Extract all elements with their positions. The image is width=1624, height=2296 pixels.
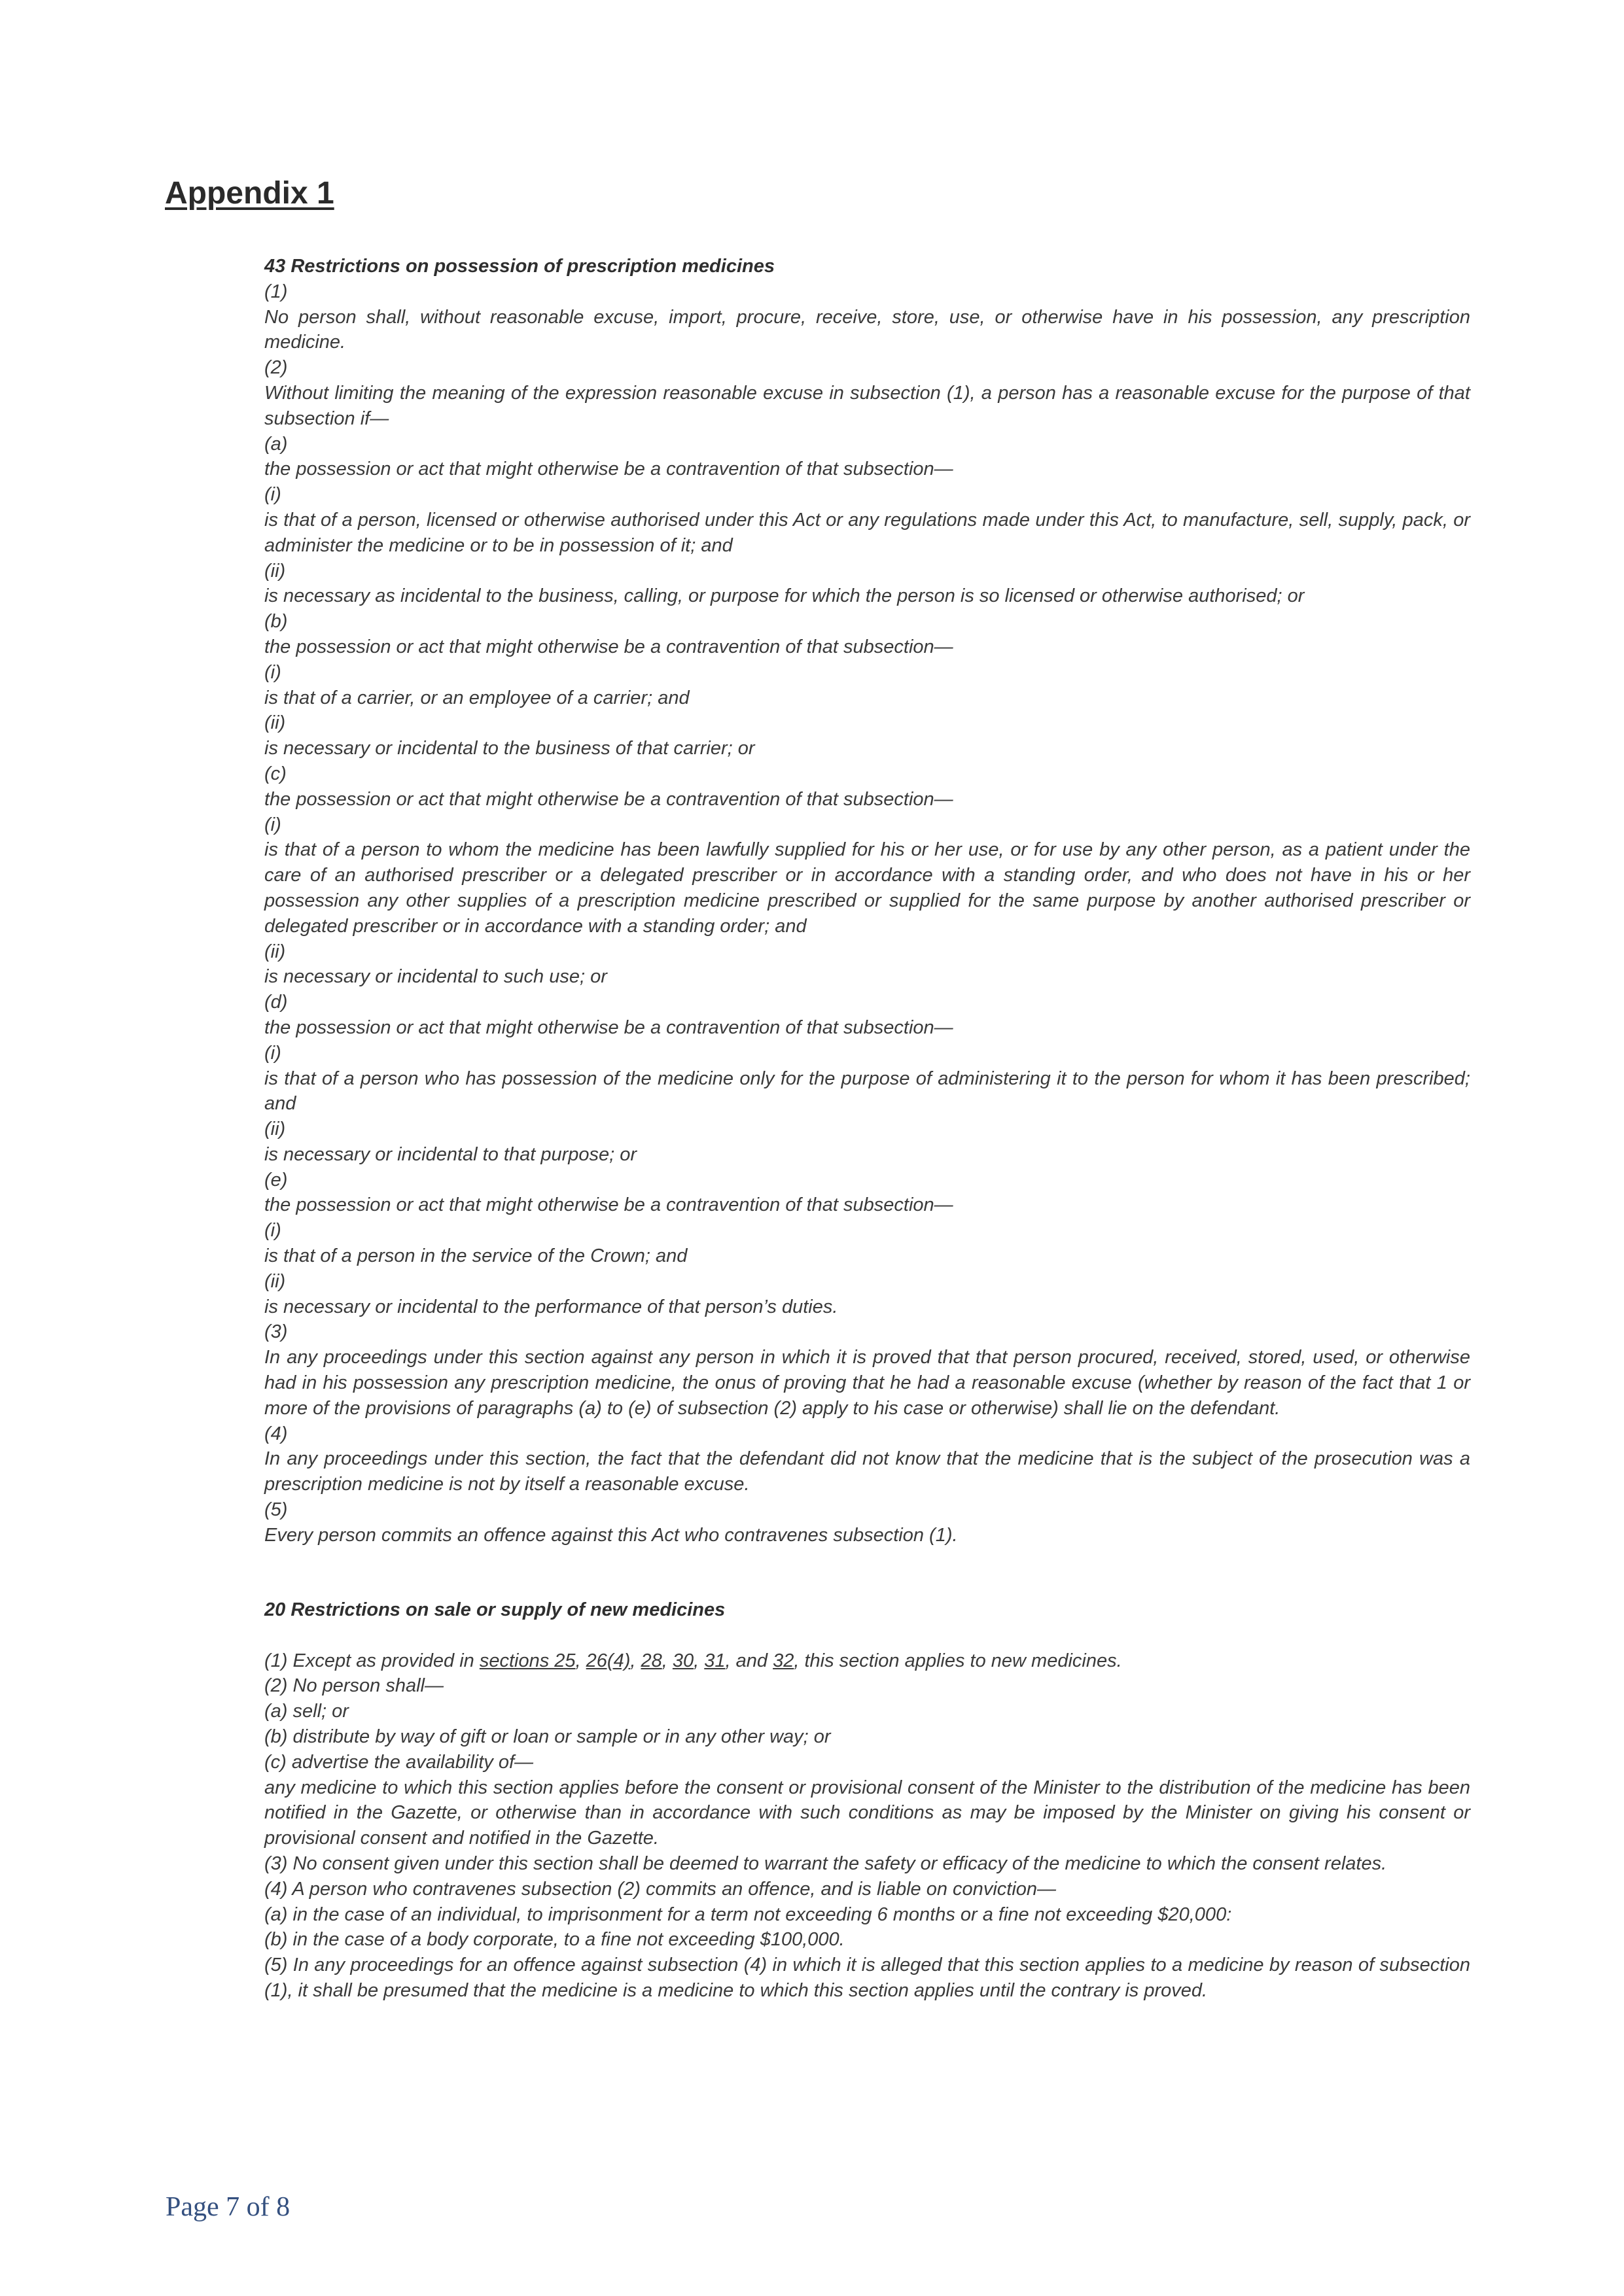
paragraph: (ii) xyxy=(264,712,286,734)
paragraph: (2) xyxy=(264,357,288,379)
paragraph: is that of a person to whom the medicine has been lawfully supplied for his or her use, or for use by any other person, as a patient under the care of an authorised prescriber or a delegated prescriber or in accordance with a standing order, and who does not have in his or her possession any other supplies of a prescription medicine prescribed or supplied for the same purpose by another authorised prescriber or delegated prescriber or in accordance with a standing order; and xyxy=(264,839,1470,937)
paragraph: (c) advertise the availability of— xyxy=(264,1751,533,1773)
link-section-25[interactable]: sections 25 xyxy=(479,1650,576,1671)
paragraph: the possession or act that might otherwise be a contravention of that subsection— xyxy=(264,636,953,657)
appendix-title: Appendix 1 xyxy=(165,176,334,211)
paragraph: the possession or act that might otherwise be a contravention of that subsection— xyxy=(264,459,953,480)
paragraph: (b) distribute by way of gift or loan or sample or in any other way; or xyxy=(264,1726,831,1747)
paragraph: (2) No person shall— xyxy=(264,1675,444,1697)
paragraph: (i) xyxy=(264,814,281,835)
section-43-heading: 43 Restrictions on possession of prescription medicines xyxy=(264,256,775,277)
paragraph: (ii) xyxy=(264,941,286,962)
paragraph: the possession or act that might otherwise be a contravention of that subsection— xyxy=(264,788,953,810)
paragraph: (1) xyxy=(264,281,288,302)
section-20-subsection-1: (1) Except as provided in sections 25, 26(4), 28, 30, 31, and 32, this section applies to new medicines. xyxy=(264,1650,1122,1671)
paragraph: is necessary or incidental to such use; or xyxy=(264,966,607,988)
paragraph: (5) xyxy=(264,1499,288,1521)
paragraph: (i) xyxy=(264,484,281,506)
section-20-heading: 20 Restrictions on sale or supply of new medicines xyxy=(264,1599,726,1620)
paragraph: is necessary or incidental to the business of that carrier; or xyxy=(264,738,755,759)
paragraph: is necessary or incidental to that purpose; or xyxy=(264,1143,637,1165)
paragraph: the possession or act that might otherwise be a contravention of that subsection— xyxy=(264,1194,953,1216)
paragraph: (4) A person who contravenes subsection (2) commits an offence, and is liable on conviction— xyxy=(264,1878,1057,1900)
page-number: Page 7 of 8 xyxy=(166,2192,291,2222)
paragraph: (ii) xyxy=(264,1270,286,1292)
section-20-items xyxy=(264,1673,1470,2003)
paragraph: In any proceedings under this section against any person in which it is proved that that person procured, received, stored, used, or otherwise had in his possession any prescription medicine, the onus of proving that he had a reasonable excuse (whether by reason of the fact that 1 or more of the provisions of paragraphs (a) to (e) of subsection (2) apply to his case or otherwise) shall lie on the defendant. xyxy=(264,1347,1470,1419)
link-section-31[interactable]: 31 xyxy=(704,1650,726,1671)
paragraph: any medicine to which this section applies before the consent or provisional consent of the Minister to the distribution of the medicine has been notified in the Gazette, or otherwise than in accordance with such conditions as may be imposed by the Minister on giving his consent or provisional consent and notified in the Gazette. xyxy=(264,1777,1470,1849)
paragraph: Without limiting the meaning of the expression reasonable excuse in subsection (1), a person has a reasonable excuse for the purpose of that subsection if— xyxy=(264,382,1470,429)
paragraph: (e) xyxy=(264,1169,288,1191)
paragraph: (4) xyxy=(264,1423,288,1444)
section-43 xyxy=(264,254,1470,1548)
paragraph: (5) In any proceedings for an offence against subsection (4) in which it is alleged that this section applies to a medicine by reason of subsection (1), it shall be presumed that the medicine is a medicine to which this section applies until the contrary is proved. xyxy=(264,1955,1470,2001)
paragraph: (d) xyxy=(264,992,288,1013)
paragraph: (3) xyxy=(264,1321,288,1343)
paragraph: is necessary or incidental to the performance of that person’s duties. xyxy=(264,1296,838,1317)
paragraph: (c) xyxy=(264,763,287,784)
paragraph: is that of a person, licensed or otherwise authorised under this Act or any regulations made under this Act, to manufacture, sell, supply, pack, or administer the medicine or to be in possession of it; and xyxy=(264,509,1470,556)
paragraph: is necessary as incidental to the business, calling, or purpose for which the person is so licensed or otherwise authorised; or xyxy=(264,585,1305,607)
paragraph: (a) in the case of an individual, to imprisonment for a term not exceeding 6 months or a fine not exceeding $20,000: xyxy=(264,1904,1232,1925)
section-20 xyxy=(264,1597,1470,2004)
link-section-30[interactable]: 30 xyxy=(672,1650,694,1671)
paragraph: is that of a person in the service of the Crown; and xyxy=(264,1245,688,1267)
paragraph: (ii) xyxy=(264,560,286,582)
paragraph: (a) xyxy=(264,433,288,455)
paragraph: is that of a carrier, or an employee of a carrier; and xyxy=(264,687,690,708)
paragraph: the possession or act that might otherwise be a contravention of that subsection— xyxy=(264,1017,953,1038)
link-section-28[interactable]: 28 xyxy=(641,1650,662,1671)
paragraph: (b) in the case of a body corporate, to a fine not exceeding $100,000. xyxy=(264,1929,845,1951)
paragraph: No person shall, without reasonable excuse, import, procure, receive, store, use, or otherwise have in his possession, any prescription medicine. xyxy=(264,306,1470,353)
paragraph: (i) xyxy=(264,661,281,683)
paragraph: (i) xyxy=(264,1220,281,1242)
paragraph: In any proceedings under this section, the fact that the defendant did not know that the medicine that is the subject of the prosecution was a prescription medicine is not by itself a reasonable excuse. xyxy=(264,1448,1470,1495)
paragraph: is that of a person who has possession of the medicine only for the purpose of administering it to the person for whom it has been prescribed; and xyxy=(264,1068,1470,1115)
paragraph: (ii) xyxy=(264,1119,286,1140)
link-section-26-4[interactable]: 26(4) xyxy=(586,1650,631,1671)
section-43-items xyxy=(264,279,1470,1548)
link-section-32[interactable]: 32 xyxy=(773,1650,794,1671)
paragraph: (b) xyxy=(264,611,288,633)
paragraph: Every person commits an offence against this Act who contravenes subsection (1). xyxy=(264,1524,958,1546)
paragraph: (i) xyxy=(264,1042,281,1064)
paragraph: (a) sell; or xyxy=(264,1701,349,1722)
paragraph: (3) No consent given under this section shall be deemed to warrant the safety or efficacy of the medicine to which the consent relates. xyxy=(264,1852,1387,1874)
